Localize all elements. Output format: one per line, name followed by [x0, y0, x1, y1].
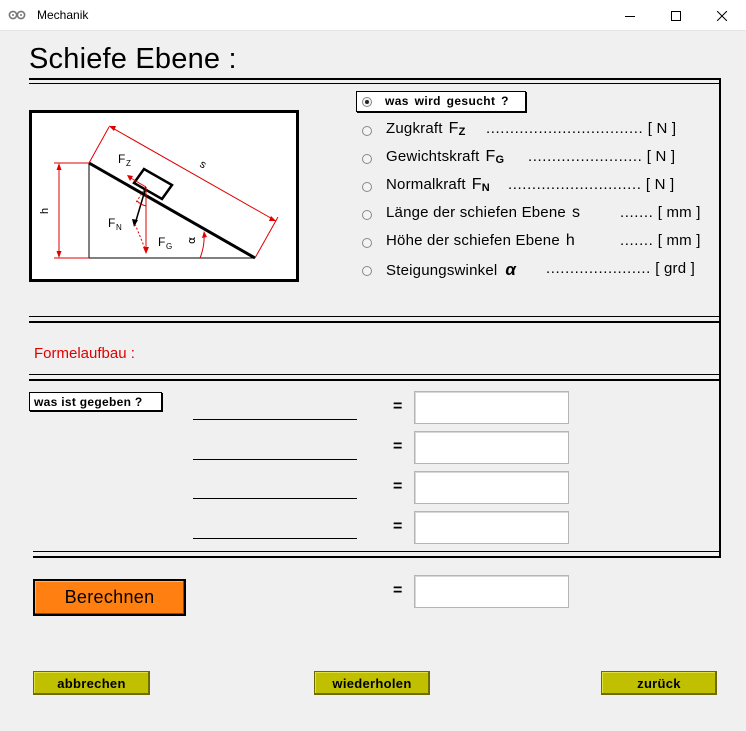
sought-header-radio[interactable]: [362, 97, 372, 107]
calculate-button[interactable]: Berechnen: [33, 579, 186, 616]
result-value-input[interactable]: [414, 575, 569, 608]
force-guide: [135, 224, 146, 251]
fz-label: F: [118, 152, 126, 166]
sought-label: was wird gesucht ?: [385, 94, 509, 108]
option-gewichtskraft[interactable]: [360, 148, 715, 172]
divider-line-6: [33, 556, 721, 558]
divider-line-3: [29, 374, 721, 375]
option-gewichtskraft-label: Gewichtskraft: [386, 148, 480, 165]
option-laenge-dots: .......: [620, 204, 654, 221]
option-zugkraft-symbol: F: [448, 120, 459, 137]
cancel-button[interactable]: abbrechen: [33, 671, 150, 695]
given-label-box: [29, 392, 162, 411]
option-laenge-label: Länge der schiefen Ebene: [386, 204, 566, 221]
given-name-line-3: [193, 498, 357, 499]
window-title: Mechanik: [37, 8, 89, 22]
minimize-icon: [625, 11, 635, 21]
window-titlebar: [0, 0, 746, 31]
given-value-input-2[interactable]: [414, 431, 569, 464]
given-name-line-2: [193, 459, 357, 460]
option-steigungswinkel-symbol: α: [505, 260, 517, 279]
option-normalkraft-unit: [ N ]: [645, 176, 675, 193]
s-label: s: [197, 158, 209, 172]
back-button[interactable]: zurück: [601, 671, 717, 695]
radio-hoehe[interactable]: [362, 238, 372, 248]
sought-group-header[interactable]: [356, 91, 526, 112]
option-steigungswinkel-dots: ......................: [546, 260, 651, 277]
maximize-icon: [671, 11, 681, 21]
frame-right-line: [719, 78, 721, 558]
radio-zugkraft[interactable]: [362, 126, 372, 136]
option-zugkraft-sub: Z: [458, 126, 466, 138]
option-normalkraft[interactable]: [360, 176, 715, 200]
frame-top-line-inner: [29, 83, 721, 84]
angle-arc-head: [202, 231, 207, 238]
alpha-label: α: [185, 236, 198, 244]
given-value-input-4[interactable]: [414, 511, 569, 544]
option-normalkraft-sub: N: [481, 182, 490, 194]
divider-line-1: [29, 316, 721, 317]
given-name-line-1: [193, 419, 357, 420]
maximize-button[interactable]: [653, 0, 699, 31]
option-normalkraft-symbol: F: [471, 176, 482, 193]
s-dimension-line: [109, 126, 276, 221]
radio-normalkraft[interactable]: [362, 182, 372, 192]
gears-icon: [8, 9, 26, 21]
divider-line-4: [29, 379, 721, 381]
repeat-button[interactable]: wiederholen: [314, 671, 430, 695]
divider-line-5: [33, 551, 721, 552]
option-laenge-symbol: s: [571, 204, 581, 221]
option-normalkraft-label: Normalkraft: [386, 176, 466, 193]
given-label: was ist gegeben ?: [34, 395, 143, 409]
minimize-button[interactable]: [607, 0, 653, 31]
option-hoehe-label: Höhe der schiefen Ebene: [386, 232, 560, 249]
fn-sub-label: N: [116, 223, 122, 232]
page-title: Schiefe Ebene :: [29, 43, 237, 75]
option-laenge[interactable]: [360, 204, 715, 228]
option-laenge-unit: [ mm ]: [657, 204, 701, 221]
result-equals: =: [393, 582, 403, 599]
close-button[interactable]: [699, 0, 745, 31]
option-zugkraft[interactable]: [360, 120, 715, 144]
inclined-plane-diagram: [29, 110, 299, 282]
formula-label: Formelaufbau :: [34, 345, 135, 362]
s-extension-top: [89, 127, 109, 163]
option-hoehe-unit: [ mm ]: [657, 232, 701, 249]
option-gewichtskraft-sub: G: [495, 154, 505, 166]
option-hoehe[interactable]: [360, 232, 715, 256]
given-equals-2: =: [393, 438, 403, 455]
option-steigungswinkel-label: Steigungswinkel: [386, 262, 498, 279]
given-equals-3: =: [393, 478, 403, 495]
option-hoehe-dots: .......: [620, 232, 654, 249]
frame-top-line: [29, 78, 721, 80]
option-steigungswinkel[interactable]: [360, 260, 715, 284]
option-normalkraft-dots: ............................: [508, 176, 642, 193]
h-arrow-top: [57, 163, 62, 170]
given-equals-1: =: [393, 398, 403, 415]
fn-label: F: [108, 216, 116, 230]
close-icon: [717, 11, 727, 21]
option-hoehe-symbol: h: [565, 232, 575, 249]
h-label: h: [39, 207, 51, 214]
s-arrow-top: [109, 126, 116, 131]
option-gewichtskraft-dots: ........................: [528, 148, 643, 165]
option-gewichtskraft-unit: [ N ]: [646, 148, 676, 165]
given-equals-4: =: [393, 518, 403, 535]
fg-label: F: [158, 235, 166, 249]
inclined-plane-svg: [32, 113, 296, 279]
option-zugkraft-label: Zugkraft: [386, 120, 443, 137]
fz-sub-label: Z: [126, 159, 131, 168]
s-arrow-bottom: [269, 216, 276, 221]
fz-arrow-head: [127, 175, 133, 181]
given-value-input-1[interactable]: [414, 391, 569, 424]
fn-arrow-head: [132, 219, 138, 227]
radio-gewichtskraft[interactable]: [362, 154, 372, 164]
radio-steigungswinkel[interactable]: [362, 266, 372, 276]
block: [134, 169, 172, 199]
option-steigungswinkel-unit: [ grd ]: [655, 260, 696, 277]
divider-line-2: [29, 321, 721, 323]
radio-laenge[interactable]: [362, 210, 372, 220]
option-zugkraft-dots: .................................: [486, 120, 644, 137]
given-value-input-3[interactable]: [414, 471, 569, 504]
fg-sub-label: G: [166, 242, 173, 251]
h-arrow-bottom: [57, 251, 62, 258]
option-zugkraft-unit: [ N ]: [647, 120, 677, 137]
given-name-line-4: [193, 538, 357, 539]
option-gewichtskraft-symbol: F: [485, 148, 496, 165]
s-extension-bottom: [255, 217, 278, 258]
